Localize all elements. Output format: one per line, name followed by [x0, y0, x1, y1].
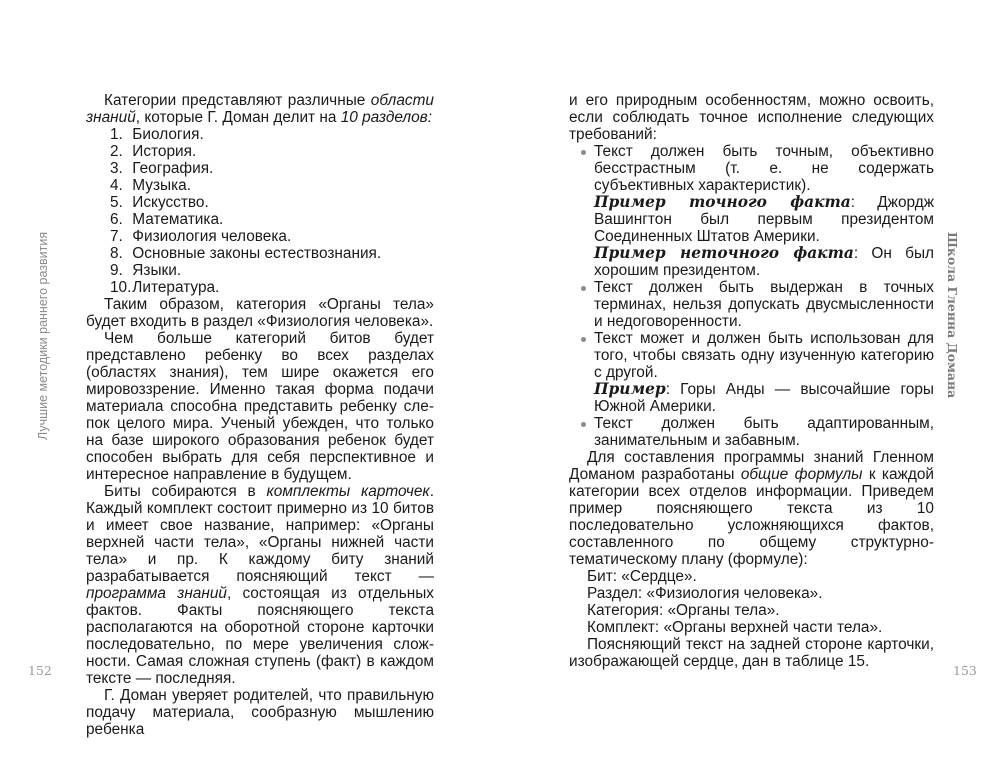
last-paragraph: Г. Доман уверяет родителей, что правильную подачу материала, сообразную мышлению ребенка: [86, 687, 434, 738]
list-item: Текст должен быть точным, объективно бесстрастным (т. е. не содержать субъективных характеристик). Пример точного факта: Джордж Вашингтон был первым президентом Соединенных Штатов Америки. Пример неточного факта: Он был хорошим президентом.: [569, 143, 934, 279]
intro-paragraph: Категории представляют различные области знаний, которые Г. Доман делит на 10 разделов:: [86, 92, 434, 126]
list-item: 5. Искусство.: [110, 194, 209, 211]
plan-line: Бит: «Сердце».: [587, 568, 697, 585]
list-item: 4. Музыка.: [110, 177, 191, 194]
list-item: 1. Биология.: [110, 126, 204, 143]
example-exact: Пример точного факта: Джордж Вашингтон был первым президентом Соединенных Штатов Америки.: [594, 193, 934, 245]
page-number-right: 153: [953, 663, 977, 678]
list-item: Текст должен быть выдержан в точных терминах, нельзя допускать двусмысленности и недоговоренности.: [569, 279, 934, 330]
right-page-body: [569, 92, 934, 670]
plan-line: Категория: «Органы тела».: [587, 602, 780, 619]
final-paragraph: Поясняющий текст на задней стороне карточки, изображающей сердце, дан в таблице 15.: [569, 636, 934, 670]
formulas-paragraph: Для составления программы знаний Гленном Доманом разработаны общие формулы к каждой категории всех отделов информации. Приведем пример поясняющего текста из 10 последовательно усложняющихся фактов, составленного по общему структурно-тематическому плану (формуле):: [569, 449, 934, 568]
list-item: 8. Основные законы естествознания.: [110, 245, 382, 262]
left-page-body: [86, 92, 434, 738]
requirements-list: [569, 143, 934, 449]
running-title-right: Школа Гленна Домана: [945, 232, 960, 399]
plan-line: Комплект: «Органы верхней части тела».: [587, 619, 883, 636]
example-andes: Пример: Горы Анды — высочайшие горы Южной Америки.: [594, 380, 934, 415]
list-item: 6. Математика.: [110, 211, 224, 228]
continuation-paragraph: и его природным особенностям, можно освоить, если соблюдать точное исполнение следующих требований:: [569, 92, 934, 143]
page-number-left: 152: [28, 663, 52, 678]
bits-paragraph: Биты собираются в комплекты карточек. Каждый комплект состоит примерно из 10 битов и имеет свое название, например: «Органы верхней части тела», «Органы нижней части тела» и пр. К каждому биту знаний разрабатывается поясняющий текст — программа знаний, состоящая из отдельных фактов. Факты поясняющего текста располагаются на оборотной стороне карточки последовательно, по мере увеличения сложности. Самая сложная ступень (факт) в каждом тексте — последняя.: [86, 483, 435, 687]
list-item: 2. История.: [110, 143, 197, 160]
plan-line: Раздел: «Физиология человека».: [587, 585, 823, 602]
list-item: 7. Физиология человека.: [110, 228, 292, 245]
list-item: 3. География.: [110, 160, 214, 177]
example-paragraph: Таким образом, категория «Органы тела» будет входить в раздел «Физиология человека».: [86, 296, 434, 330]
worldview-paragraph: Чем больше категорий битов будет представлено ребенку во всех разделах (областях знания), тем шире окажется его мировоззрение. Именно такая форма подачи материала способна представить ребенку слепок целого мира. Ученый убежден, что только на базе широкого образования ребенок будет способен выбрать для себя перспективное и интересное направление в будущем.: [86, 330, 434, 483]
list-item: Текст может и должен быть использован для того, чтобы связать одну изученную категорию с другой. Пример: Горы Анды — высочайшие горы Южной Америки.: [569, 330, 934, 415]
running-title-left: Лучшие методики раннего развития: [36, 231, 50, 440]
example-inexact: Пример неточного факта: Он был хорошим президентом.: [594, 244, 934, 279]
list-item: Текст должен быть адаптированным, занимательным и забавным.: [569, 415, 934, 449]
list-item: 10. Литература.: [110, 279, 220, 296]
list-item: 9. Языки.: [110, 262, 182, 279]
sections-list: [86, 126, 434, 296]
